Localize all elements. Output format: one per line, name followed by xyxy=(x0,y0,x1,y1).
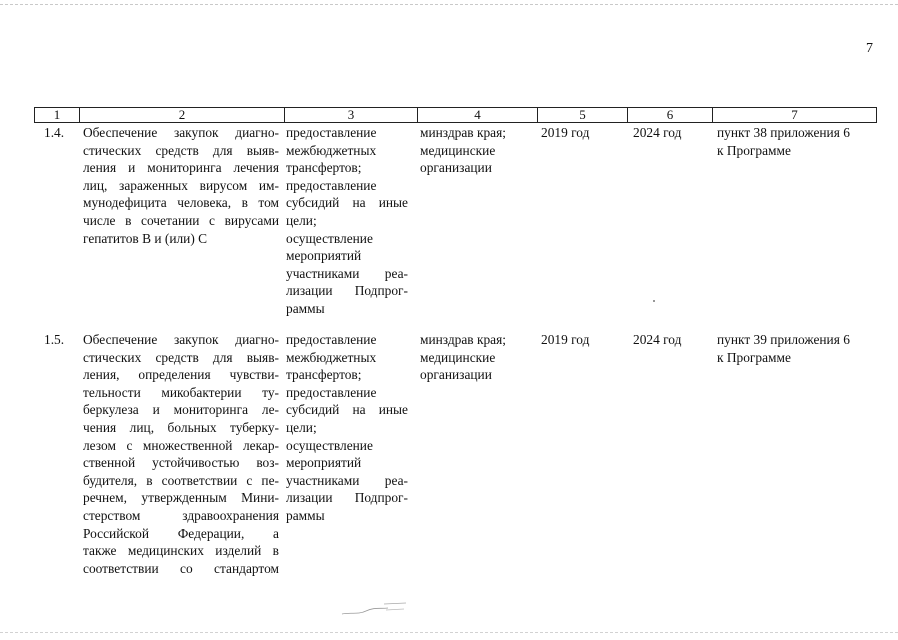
row-1-5-desc-line: будителя, в соответствии с пе- xyxy=(83,472,279,488)
row-1-4-mech-line: трансфертов; xyxy=(286,160,362,176)
header-col-5: 5 xyxy=(538,108,628,123)
row-1-5-mech-line: лизации Подпрог- xyxy=(286,490,408,506)
row-1-4-desc-line: гепатитов B и (или) C xyxy=(83,230,208,246)
row-1-4-ref-line: к Программе xyxy=(717,142,791,158)
row-1-5-number: 1.5. xyxy=(44,332,65,347)
row-1-5-mech-line: цели; xyxy=(286,419,317,435)
row-1-5-exec-line: медицинские xyxy=(420,349,496,365)
row-1-4-desc-line: лиц, зараженных вирусом им- xyxy=(83,177,279,193)
row-1-5-desc-line: также медицинских изделий в xyxy=(83,543,279,559)
row-1-5-start-year: 2019 год xyxy=(541,332,590,347)
row-1-5-mech-line: предоставление xyxy=(286,332,377,347)
header-col-2: 2 xyxy=(80,108,285,123)
row-1-4-description xyxy=(83,124,279,247)
row-1-5-description xyxy=(83,331,279,577)
scan-speck xyxy=(653,300,655,302)
row-1-5-desc-line: соответствии со стандартом xyxy=(83,560,279,576)
row-1-4-end-year: 2024 год xyxy=(633,125,682,140)
row-1-5-ref-line: к Программе xyxy=(717,349,791,365)
page-number: 7 xyxy=(866,41,873,56)
row-1-4-mech-line: межбюджетных xyxy=(286,142,377,158)
row-1-5-exec-line: минздрав края; xyxy=(420,332,506,347)
row-1-4-desc-line: Обеспечение закупок диагно- xyxy=(83,125,279,140)
row-1-4-mech-line: предоставление xyxy=(286,125,377,140)
row-1-5-mech-line: раммы xyxy=(286,507,325,523)
header-col-4: 4 xyxy=(418,108,538,123)
row-1-4-desc-line: числе в сочетании с вирусами xyxy=(83,212,279,228)
row-1-4-mechanism xyxy=(286,124,408,318)
scan-mark xyxy=(340,600,410,620)
row-1-4-mech-line: осуществление xyxy=(286,230,373,246)
row-1-5-desc-line: стических средств для выяв- xyxy=(83,349,279,365)
header-col-1: 1 xyxy=(35,108,80,123)
row-1-4-reference xyxy=(717,124,877,159)
row-1-4-exec-line: минздрав края; xyxy=(420,125,506,140)
row-1-5-mech-line: мероприятий xyxy=(286,455,362,471)
row-1-4-exec-line: организации xyxy=(420,160,492,176)
row-1-5-desc-line: беркулеза и мониторинга ле- xyxy=(83,402,279,418)
row-1-4-mech-line: субсидий на иные xyxy=(286,195,408,211)
header-col-3: 3 xyxy=(285,108,418,123)
row-1-5-desc-line: ления, определения чувстви- xyxy=(83,367,279,383)
row-1-5-mech-line: субсидий на иные xyxy=(286,402,408,418)
header-col-6: 6 xyxy=(628,108,713,123)
row-1-4-mech-line: мероприятий xyxy=(286,248,362,264)
row-1-5-desc-line: чения лиц, больных туберку- xyxy=(83,419,279,435)
row-1-5-desc-line: лезом с множественной лекар- xyxy=(83,437,279,453)
row-1-4-ref-line: пункт 38 приложения 6 xyxy=(717,125,850,140)
scan-edge-top xyxy=(0,4,898,5)
row-1-5-ref-line: пункт 39 приложения 6 xyxy=(717,332,850,347)
row-1-4-executor xyxy=(420,124,530,177)
row-1-5-mech-line: межбюджетных xyxy=(286,349,377,365)
row-1-5-desc-line: тельности микобактерии ту- xyxy=(83,384,279,400)
row-1-5-mech-line: осуществление xyxy=(286,437,373,453)
row-1-5-exec-line: организации xyxy=(420,367,492,383)
row-1-5-desc-line: ственной устойчивостью воз- xyxy=(83,455,279,471)
row-1-4-mech-line: лизации Подпрог- xyxy=(286,283,408,299)
row-1-4-number: 1.4. xyxy=(44,125,65,140)
row-1-4-start-year: 2019 год xyxy=(541,125,590,140)
row-1-5-desc-line: речнем, утвержденным Мини- xyxy=(83,490,279,506)
header-col-7: 7 xyxy=(713,108,877,123)
scan-edge-bottom xyxy=(0,632,898,633)
table-header-row xyxy=(34,107,877,123)
row-1-4-mech-line: предоставление xyxy=(286,177,377,193)
row-1-5-mech-line: трансфертов; xyxy=(286,367,362,383)
row-1-5-reference xyxy=(717,331,877,366)
row-1-5-desc-line: Российской Федерации, а xyxy=(83,525,279,541)
row-1-5-mech-line: предоставление xyxy=(286,384,377,400)
row-1-5-end-year: 2024 год xyxy=(633,332,682,347)
row-1-4-desc-line: мунодефицита человека, в том xyxy=(83,195,279,211)
row-1-4-desc-line: ления и мониторинга лечения xyxy=(83,160,279,176)
row-1-4-exec-line: медицинские xyxy=(420,142,496,158)
row-1-4-mech-line: раммы xyxy=(286,300,325,316)
row-1-5-executor xyxy=(420,331,530,384)
row-1-5-mechanism xyxy=(286,331,408,525)
row-1-5-mech-line: участниками реа- xyxy=(286,472,408,488)
row-1-4-mech-line: цели; xyxy=(286,212,317,228)
row-1-4-mech-line: участниками реа- xyxy=(286,265,408,281)
row-1-4-desc-line: стических средств для выяв- xyxy=(83,142,279,158)
row-1-5-desc-line: Обеспечение закупок диагно- xyxy=(83,332,279,347)
row-1-5-desc-line: стерством здравоохранения xyxy=(83,507,279,523)
